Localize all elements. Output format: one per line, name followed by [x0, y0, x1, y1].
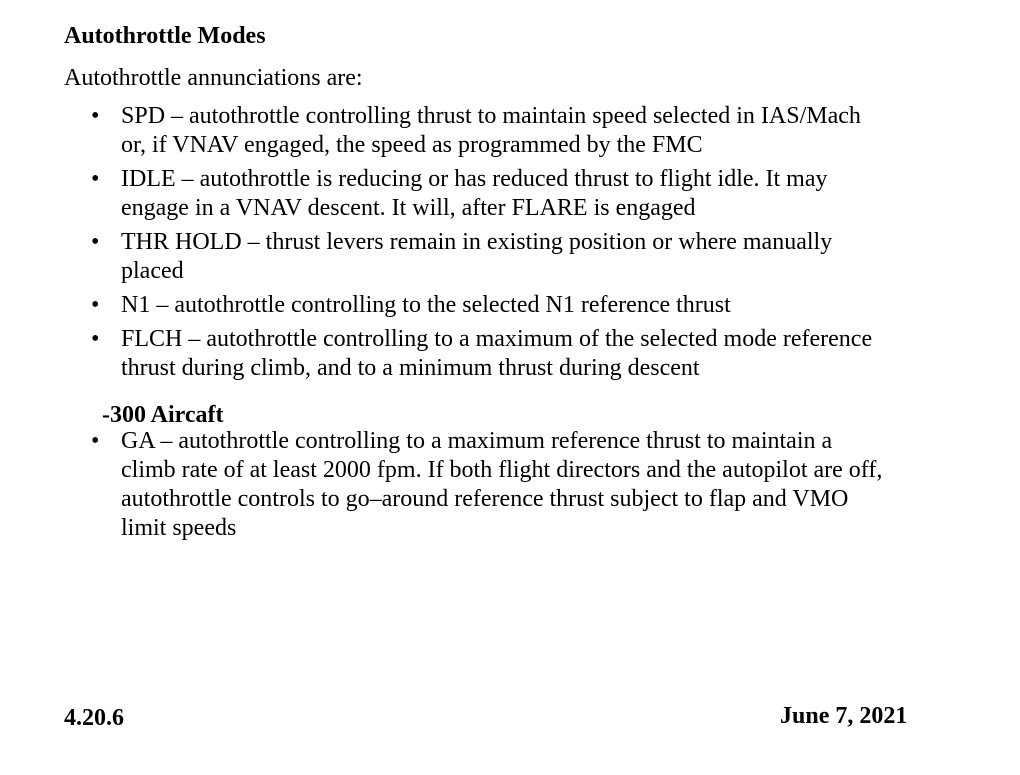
bullet-marker: • — [91, 326, 100, 352]
list-item-thr-hold — [0, 228, 891, 286]
list-item-spd — [0, 102, 891, 160]
subsection-mode-list — [0, 427, 891, 548]
list-item-text: GA – autothrottle controlling to a maximum reference thrust to maintain a climb rate of at least 2000 fpm. If both flight directors and the autopilot are off, autothrottle controls to go–around reference thrust subject to flap and VMO limit speeds — [121, 428, 883, 541]
list-item-text: IDLE – autothrottle is reducing or has reduced thrust to flight idle. It may engage in a VNAV descent. It will, after FLARE is engaged — [121, 166, 828, 221]
bullet-marker: • — [91, 292, 100, 318]
list-item-text: THR HOLD – thrust levers remain in existing position or where manually placed — [121, 229, 833, 284]
bullet-marker: • — [91, 428, 100, 454]
bullet-marker: • — [91, 166, 100, 192]
list-item-idle — [0, 165, 891, 223]
bullet-marker: • — [91, 229, 100, 255]
revision-date: June 7, 2021 — [780, 703, 908, 729]
mode-list — [0, 102, 891, 388]
list-item-text: FLCH – autothrottle controlling to a maximum of the selected mode reference thrust during climb, and to a minimum thrust during descent — [121, 326, 873, 381]
list-item-n1 — [0, 291, 891, 320]
intro-text: Autothrottle annunciations are: — [64, 65, 363, 91]
list-item-flch — [0, 325, 891, 383]
bullet-marker: • — [91, 103, 100, 129]
subsection-heading: -300 Aircaft — [102, 402, 224, 428]
list-item-text: SPD – autothrottle controlling thrust to maintain speed selected in IAS/Mach or, if VNAV engaged, the speed as programmed by the FMC — [121, 103, 861, 158]
section-title: Autothrottle Modes — [64, 23, 266, 49]
list-item-ga — [0, 427, 891, 543]
page-number: 4.20.6 — [64, 705, 124, 731]
list-item-text: N1 – autothrottle controlling to the selected N1 reference thrust — [121, 292, 731, 318]
